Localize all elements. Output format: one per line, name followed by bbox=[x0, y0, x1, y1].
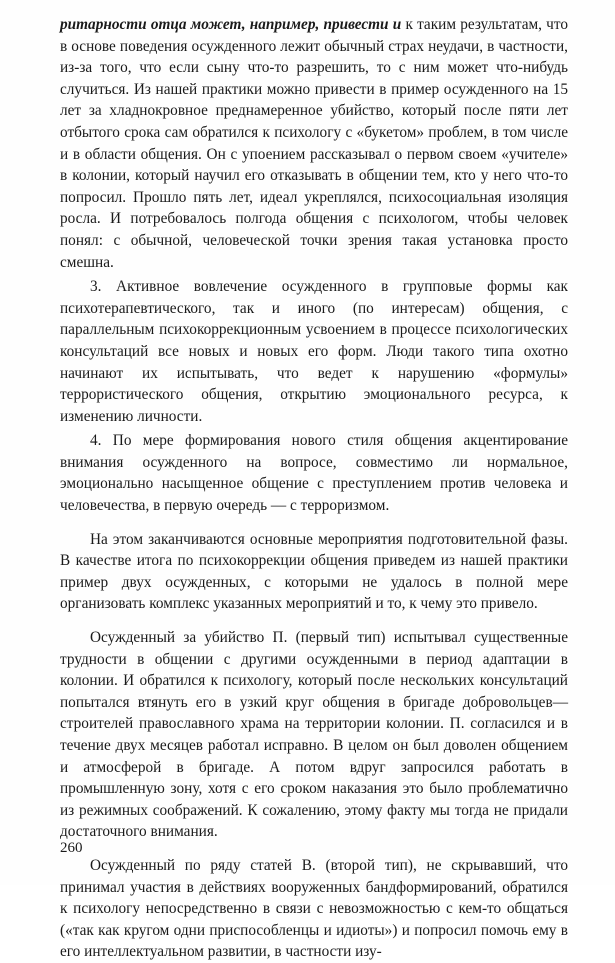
paragraph-summary: На этом заканчиваются основные мероприятия подготовительной фазы. В качестве итога по психокоррекции общения приведем из нашей практики пример двух осужденных, с которыми не удалось в полной мере организовать комплекс указанных мероприятий и то, к чему это привело. bbox=[60, 530, 568, 613]
paragraph-case-v: Осужденный по ряду статей В. (второй тип), не скрывавший, что принимал участия в действиях вооруженных бандформирований, обратился к психологу непосредственно в связи с невозможностью с кем-то общаться («так как кругом одни приспособленцы и идиоты») и попросил помочь ему в его интеллектуальном развитии, в частности изу- bbox=[60, 856, 568, 961]
paragraph-item-4: 4. По мере формирования нового стиля общения акцентирование внимания осужденного на вопросе, совместимо ли нормальное, эмоционально насыщенное общение с преступлением против человека и человечества, в первую очередь — с терроризмом. bbox=[60, 432, 568, 515]
body-text bbox=[60, 14, 568, 963]
paragraph-item-3: 3. Активное вовлечение осужденного в групповые формы как психотерапевтического, так и иного (по интересам) общения, с параллельным психокоррекционным усвоением в процессе психологических консультаций все новых и новых его форм. Люди такого типа охотно начинают их испытывать, что ведет к нарушению «формулы» террористического общения, открытию эмоционального ресурса, к изменению личности. bbox=[60, 278, 568, 425]
paragraph-continued bbox=[60, 14, 568, 273]
page-number: 260 bbox=[60, 840, 83, 856]
italic-lead-text: ритарности отца может, например, привести и bbox=[60, 16, 402, 33]
paragraph-case-p: Осужденный за убийство П. (первый тип) испытывал существенные трудности в общении с другими осужденными в период адаптации в колонии. И обратился к психологу, который после нескольких консультаций попытался втянуть его в узкий круг общения в бригаде добровольцев—строителей православного храма на территории колонии. П. согласился и в течение двух месяцев работал исправно. В целом он был доволен общением и атмосферой в бригаде. А потом вдруг запросился работать в промышленную зону, хотя с его сроком наказания это было проблематично из режимных соображений. К сожалению, этому факту мы тогда не придали достаточного внимания. bbox=[60, 629, 568, 841]
paragraph-text: к таким результатам, что в основе поведения осужденного лежит обычный страх неудачи, в частности, из-за того, что если сыну что-то разрешить, то с ним может что-нибудь случиться. Из нашей практики можно привести в пример осужденного на 15 лет за хладнокровное преднамеренное убийство, который после пяти лет отбытого срока сам обратился к психологу с «букетом» проблем, в том числе и в области общения. Он с упоением рассказывал о первом своем «учителе» в колонии, который научил его отказывать в общении тем, кто у него что-то попросил. Прошло пять лет, идеал укреплялся, психосоциальная изоляция росла. И потребовалось полгода общения с психологом, чтобы человек понял: с обычной, человеческой точки зрения такая установка просто смешна. bbox=[60, 16, 568, 271]
